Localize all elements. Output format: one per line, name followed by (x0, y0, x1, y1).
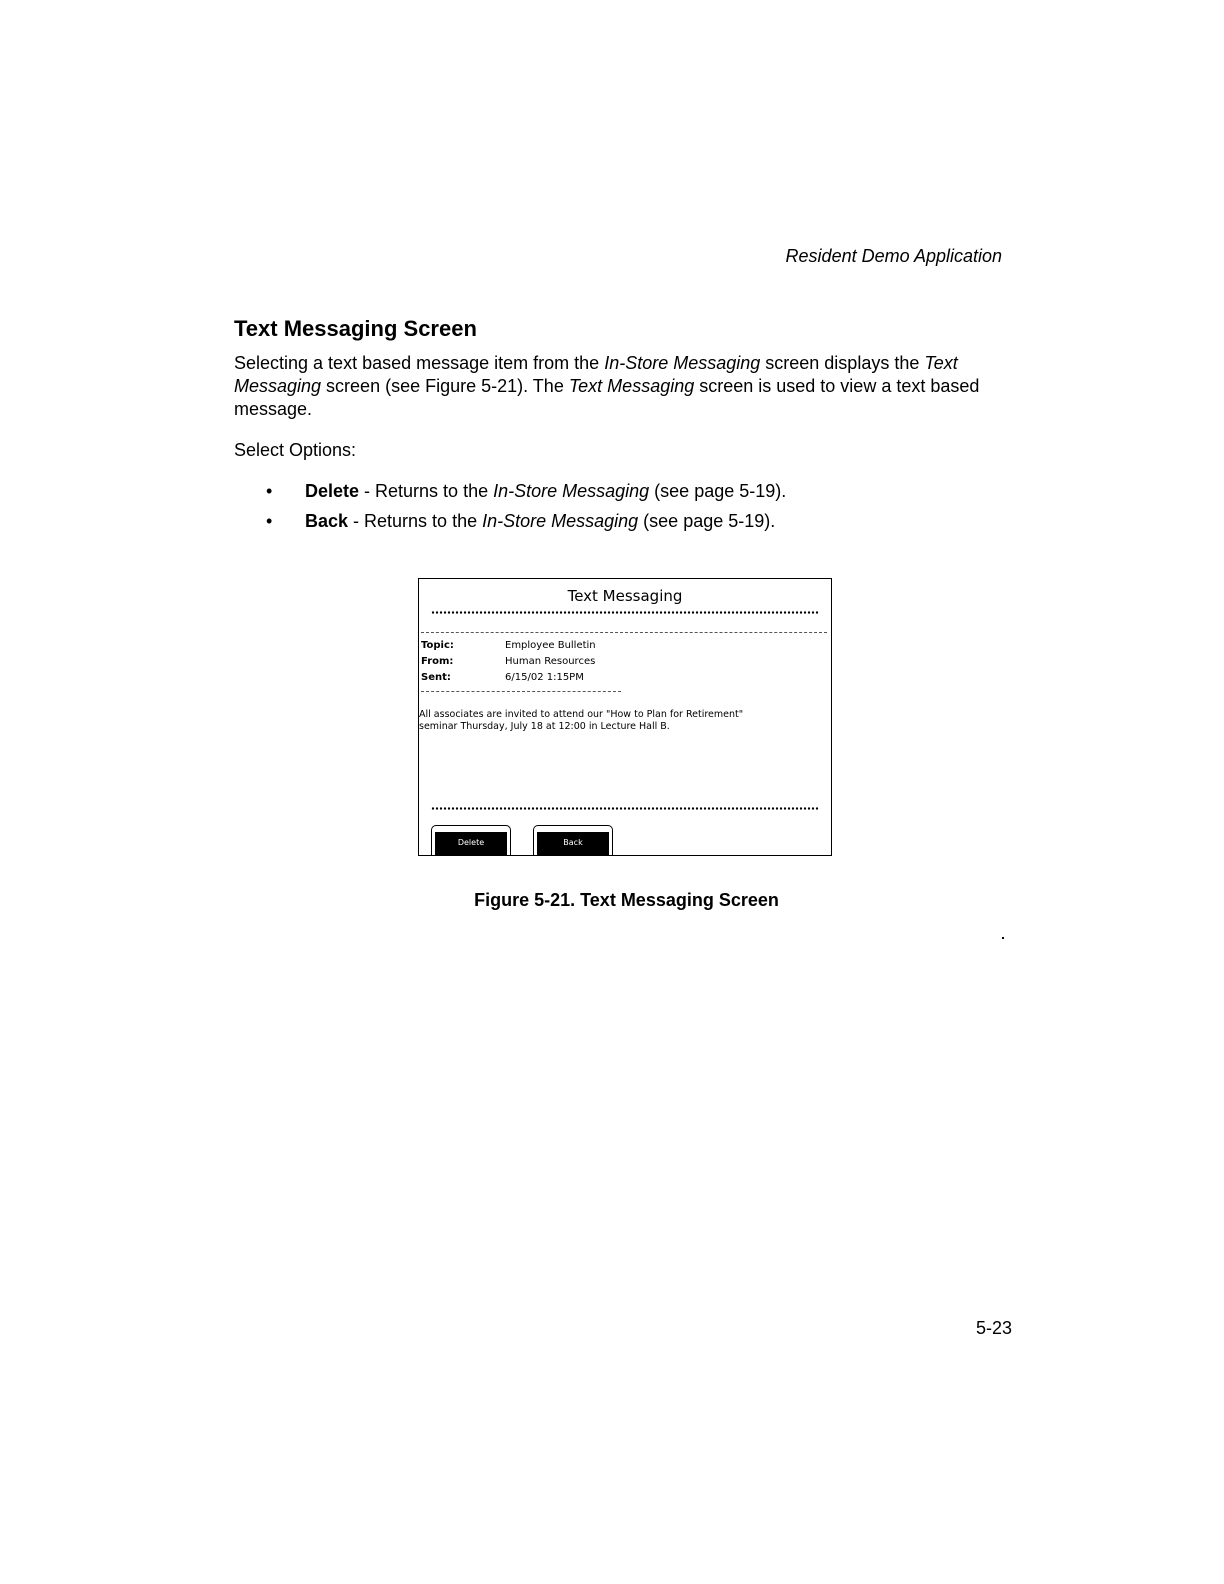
list-item (262, 480, 786, 510)
back-button-label: Back (537, 832, 609, 856)
option-name: Delete (305, 481, 360, 501)
from-value: Human Resources (505, 656, 596, 667)
select-options-label: Select Options: (234, 440, 357, 460)
running-header: Resident Demo Application (785, 246, 1002, 266)
intro-paragraph (234, 352, 1034, 421)
message-line: seminar Thursday, July 18 at 12:00 in Lecture Hall B. (419, 721, 670, 732)
section-title: Text Messaging Screen (234, 316, 477, 341)
intro-text: screen (see Figure 5-21). The (321, 376, 569, 396)
back-button[interactable] (533, 825, 613, 856)
option-target: In-Store Messaging (482, 511, 639, 531)
intro-text: Selecting a text based message item from the (234, 353, 605, 373)
option-desc: - Returns to the (359, 481, 494, 501)
screen-title: Text Messaging (567, 587, 683, 605)
dashed-divider (421, 691, 621, 692)
message-body (419, 709, 819, 733)
topic-label: Topic: (421, 640, 454, 651)
device-screen-figure (418, 578, 832, 856)
message-line: All associates are invited to attend our "How to Plan for Retirement" (419, 709, 744, 720)
bullet: • (266, 481, 273, 501)
from-label: From: (421, 656, 454, 667)
intro-ref-text-messaging: Text Messaging (568, 376, 695, 396)
page-number: 5-23 (975, 1318, 1012, 1338)
delete-button[interactable] (431, 825, 511, 856)
option-ref: (see page 5-19). (649, 481, 787, 501)
options-list (262, 480, 786, 540)
figure-caption: Figure 5-21. Text Messaging Screen (474, 890, 779, 910)
dashed-divider (421, 632, 827, 633)
scan-speck (1002, 937, 1004, 939)
option-name: Back (305, 511, 349, 531)
option-target: In-Store Messaging (493, 481, 650, 501)
intro-ref-in-store: In-Store Messaging (604, 353, 761, 373)
intro-text: screen displays the (760, 353, 925, 373)
sent-value: 6/15/02 1:15PM (505, 672, 584, 683)
intro-text: screen is used to view a text based message. (234, 376, 980, 419)
sent-row (421, 671, 584, 684)
delete-button-label: Delete (435, 832, 507, 856)
dotted-divider (431, 611, 819, 614)
from-row (421, 655, 595, 668)
bullet: • (266, 511, 273, 531)
topic-value: Employee Bulletin (505, 640, 596, 651)
sent-label: Sent: (421, 672, 451, 683)
list-item (262, 510, 786, 540)
topic-row (421, 639, 596, 652)
intro-ref-text-messaging: Text Messaging (234, 353, 958, 396)
option-desc: - Returns to the (348, 511, 483, 531)
dotted-divider (431, 807, 819, 810)
option-ref: (see page 5-19). (638, 511, 776, 531)
